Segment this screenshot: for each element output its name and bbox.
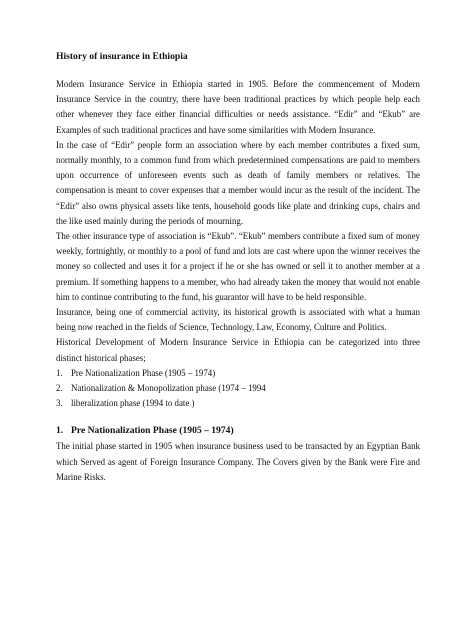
list-item-number: 1.	[56, 367, 63, 378]
ekub-paragraph: The other insurance type of association is “Ekub”. “Ekub” members contribute a fixed sum of money weekly, fortnightly, or monthly to a pool of fund and lots are cast where upon the winner receives the money so collected and uses it for a project if he or she has owned or sell it to another member at a premium. If something happens to a member, who had already taken the money that would not enable him to continue contributing to the fund, his guarantor will have to be held responsible.	[56, 231, 420, 302]
section-heading-text: Pre Nationalization Phase (1905 – 1974)	[71, 425, 234, 437]
edir-paragraph: In the case of “Edir” people form an association where by each member contributes a fixed sum, normally monthly, to a common fund from which predetermined compensations are paid to members upon occurrence of unforeseen events such as death of family members or relatives. The compensation is meant to cover expenses that a member would incur as the result of the incident. The “Edir” also owns physical assets like tents, household goods like plate and drinking cups, chairs and the like used mainly during the periods of mourning.	[56, 139, 420, 226]
list-item-text: liberalization phase (1994 to date )	[71, 398, 195, 409]
section-body-paragraph: The initial phase started in 1905 when insurance business used to be transacted by an Egyptian Bank which Served as agent of Foreign Insurance Company. The Covers given by the Bank were Fire and Marine Risks.	[56, 441, 420, 482]
list-item-number: 3.	[56, 398, 63, 409]
list-item	[56, 396, 420, 411]
list-item	[56, 366, 420, 381]
list-item-text: Pre Nationalization Phase (1905 – 1974)	[71, 367, 216, 378]
list-item-text: Nationalization & Monopolization phase (1974 – 1994	[71, 383, 266, 394]
phases-list	[56, 366, 420, 412]
list-item-number: 2.	[56, 383, 63, 394]
list-item	[56, 381, 420, 396]
section-number: 1.	[56, 425, 64, 437]
intro-paragraph: Modern Insurance Service in Ethiopia started in 1905. Before the commencement of Modern Insurance Service in the country, there have been traditional practices by which people help each other whenever they face either financial difficulties or needs assistance. “Edir” and “Ekub” are Examples of such traditional practices and have some similarities with Modern Insurance.	[56, 79, 420, 135]
historical-phases-paragraph: Historical Development of Modern Insurance Service in Ethiopia can be categorized into three distinct historical phases;	[56, 337, 420, 363]
section-heading	[56, 425, 420, 437]
document-page	[56, 51, 420, 485]
commercial-activity-paragraph: Insurance, being one of commercial activity, its historical growth is associated with what a human being now reached in the fields of Science, Technology, Law, Economy, Culture and Politics.	[56, 307, 420, 333]
document-title: History of insurance in Ethiopia	[56, 51, 188, 62]
